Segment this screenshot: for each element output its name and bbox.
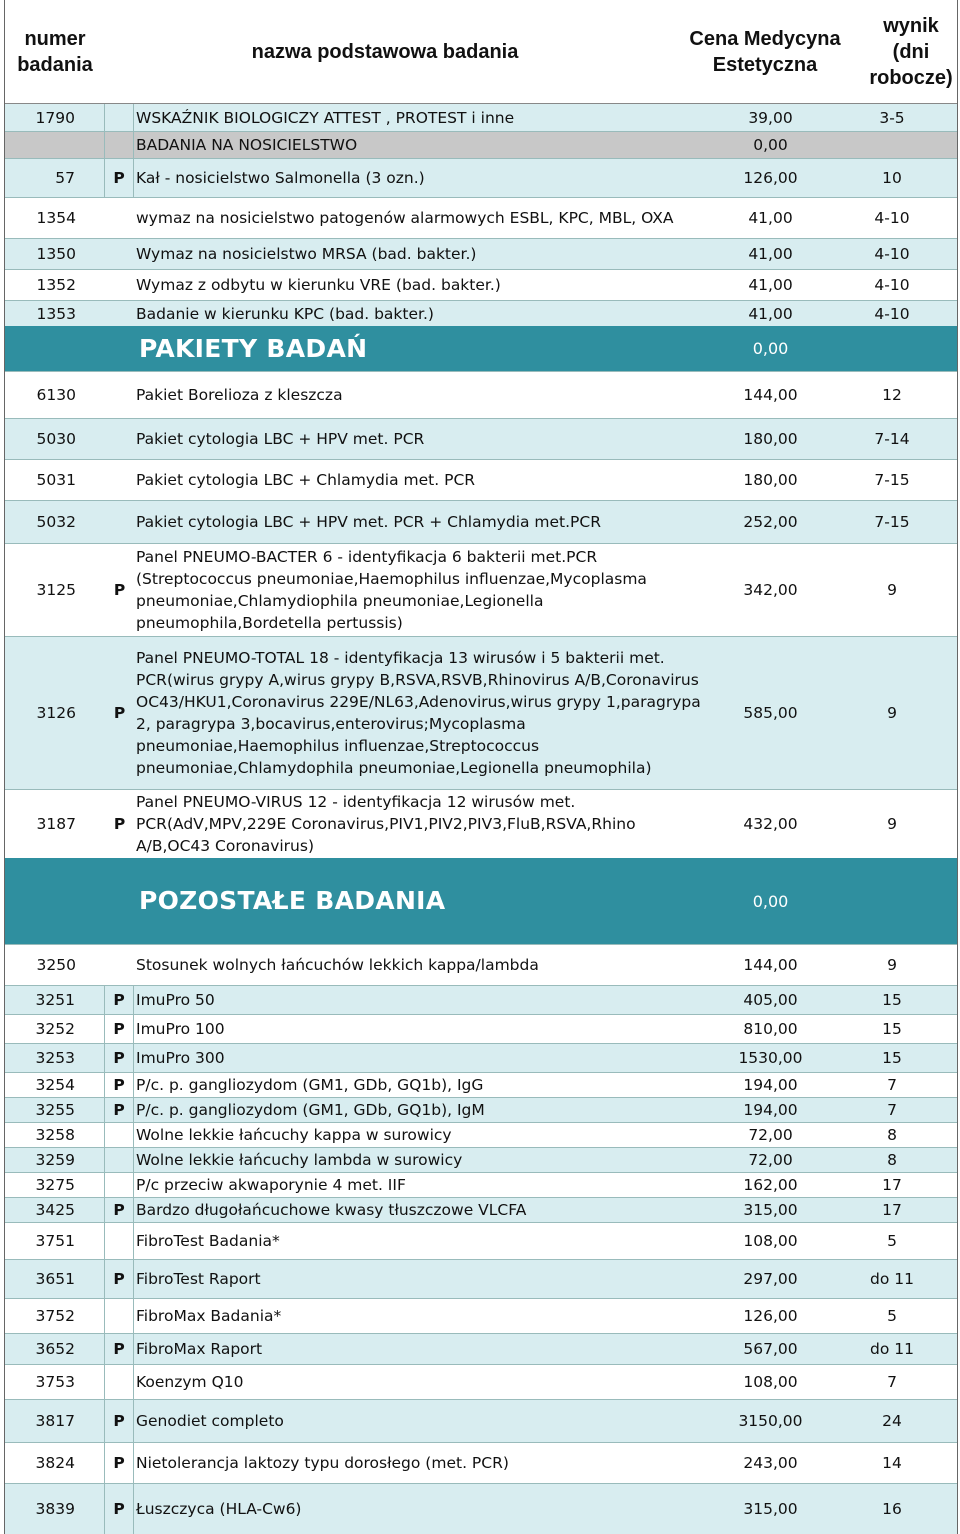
p-flag	[105, 198, 134, 238]
test-number: 1354	[36, 209, 76, 227]
test-name: Pakiet cytologia LBC + HPV met. PCR	[136, 430, 425, 448]
test-price: 180,00	[743, 430, 798, 448]
test-price: 72,00	[748, 1126, 793, 1144]
test-price: 432,00	[743, 815, 798, 833]
test-price: 180,00	[743, 471, 798, 489]
test-name: ImuPro 300	[136, 1049, 225, 1067]
test-number: 3252	[5, 1015, 105, 1043]
table-body	[5, 104, 957, 1534]
test-days	[827, 132, 957, 158]
test-price: 41,00	[748, 209, 793, 227]
test-number: 5032	[36, 513, 76, 531]
table-row	[5, 1147, 957, 1172]
test-days: 8	[887, 1126, 897, 1144]
table-row	[5, 1399, 957, 1442]
p-flag	[105, 270, 134, 300]
header-number: numer badania	[17, 27, 93, 76]
p-flag: P	[113, 581, 126, 599]
test-number: 3752	[5, 1299, 105, 1333]
p-flag: P	[105, 1443, 134, 1483]
test-price: 315,00	[743, 1201, 798, 1219]
test-name: FibroTest Raport	[136, 1270, 261, 1288]
test-name: BADANIA NA NOSICIELSTWO	[136, 136, 358, 154]
test-days	[827, 326, 957, 371]
header-name: nazwa podstawowa badania	[251, 40, 519, 63]
test-name: Genodiet completo	[136, 1412, 284, 1430]
table-row	[5, 197, 957, 238]
p-flag	[105, 945, 134, 985]
table-row	[5, 131, 957, 158]
test-number	[5, 858, 105, 944]
p-flag	[105, 239, 134, 269]
test-name: P/c. p. gangliozydom (GM1, GDb, GQ1b), IgM	[136, 1101, 485, 1119]
test-price: 194,00	[743, 1101, 798, 1119]
test-price: 810,00	[743, 1020, 798, 1038]
header-price: Cena Medycyna Estetyczna	[689, 27, 841, 76]
p-flag	[105, 1365, 134, 1399]
p-flag	[105, 460, 134, 500]
table-row	[5, 300, 957, 326]
test-days: 4-10	[874, 245, 910, 263]
test-name: Koenzym Q10	[136, 1373, 244, 1391]
table-header	[5, 0, 957, 104]
test-price: 144,00	[743, 386, 798, 404]
test-name: Wolne lekkie łańcuchy kappa w surowicy	[136, 1126, 452, 1144]
test-name: ImuPro 50	[136, 991, 215, 1009]
table-row	[5, 1259, 957, 1298]
test-number: 3258	[5, 1123, 105, 1147]
test-name: Pakiet Borelioza z kleszcza	[136, 386, 343, 404]
test-name: Panel PNEUMO-TOTAL 18 - identyfikacja 13 wirusów i 5 bakterii met. PCR(wirus grypy A,wirus grypy B,RSVA,RSVB,Rhinovirus A/B,Coronavirus OC43/HKU1,Coronavirus 229E/NL63,Adenovirus,wirus grypy 1,paragrypa 2, paragrypa 3,bocavirus,enterovirus;Mycoplasma pneumoniae,Haemophilus influenzae,Streptococcus pneumoniae,Chlamydophila pneumoniae,Legionella pneumophila)	[136, 649, 701, 777]
test-price: 252,00	[743, 513, 798, 531]
p-flag: P	[105, 986, 134, 1014]
test-days: 9	[887, 815, 897, 833]
test-price: 108,00	[743, 1232, 798, 1250]
test-days: 7-15	[874, 471, 910, 489]
table-row	[5, 543, 957, 636]
test-name: Pakiet cytologia LBC + Chlamydia met. PCR	[136, 471, 476, 489]
table-row	[5, 636, 957, 789]
test-days: 24	[882, 1412, 902, 1430]
test-days: 9	[887, 581, 897, 599]
test-number: 3751	[5, 1223, 105, 1259]
p-flag: P	[113, 815, 126, 833]
test-number: 3824	[5, 1443, 105, 1483]
p-flag	[105, 301, 134, 326]
test-name: Wymaz z odbytu w kierunku VRE (bad. bakter.)	[136, 276, 501, 294]
p-flag	[105, 858, 134, 944]
test-days: 15	[882, 991, 902, 1009]
test-name: FibroTest Badania*	[136, 1232, 280, 1250]
test-name: Wolne lekkie łańcuchy lambda w surowicy	[136, 1151, 463, 1169]
test-number: 3250	[36, 956, 76, 974]
test-number: 5031	[36, 471, 76, 489]
test-name: wymaz na nosicielstwo patogenów alarmowych ESBL, KPC, MBL, OXA	[136, 209, 674, 227]
test-days: 4-10	[874, 276, 910, 294]
test-days: 7	[887, 1076, 897, 1094]
test-price: 194,00	[743, 1076, 798, 1094]
table-row	[5, 418, 957, 459]
p-flag	[105, 1299, 134, 1333]
p-flag: P	[105, 1044, 134, 1072]
test-name: Badanie w kierunku KPC (bad. bakter.)	[136, 304, 434, 323]
test-name: P/c przeciw akwaporynie 4 met. IIF	[136, 1176, 406, 1194]
test-name: FibroMax Raport	[136, 1340, 263, 1358]
test-price: 162,00	[743, 1176, 798, 1194]
test-number: 3275	[5, 1173, 105, 1197]
section-header-row	[5, 858, 957, 944]
table-row	[5, 944, 957, 985]
test-days: 7	[887, 1101, 897, 1119]
test-price: 315,00	[743, 1500, 798, 1518]
test-price: 567,00	[743, 1340, 798, 1358]
test-number: 1350	[36, 245, 76, 263]
test-name: PAKIETY BADAŃ	[139, 333, 368, 363]
p-flag: P	[105, 159, 134, 197]
table-row	[5, 1122, 957, 1147]
test-number: 3651	[5, 1260, 105, 1298]
test-price: 0,00	[753, 136, 788, 154]
test-number: 3126	[36, 704, 76, 722]
test-price: 41,00	[748, 276, 793, 294]
test-name: WSKAŹNIK BIOLOGICZY ATTEST , PROTEST i inne	[136, 108, 515, 127]
test-name: Stosunek wolnych łańcuchów lekkich kappa/lambda	[136, 956, 539, 974]
test-number: 57	[5, 159, 105, 197]
table-row	[5, 1333, 957, 1364]
test-price: 108,00	[743, 1373, 798, 1391]
test-number: 3254	[5, 1073, 105, 1097]
test-number: 1353	[36, 304, 76, 323]
test-number: 3753	[5, 1365, 105, 1399]
price-table	[4, 0, 958, 1534]
test-days: do 11	[870, 1270, 914, 1288]
p-flag	[105, 104, 134, 131]
table-row	[5, 1043, 957, 1072]
test-days: 4-10	[874, 209, 910, 227]
test-number: 3187	[36, 815, 76, 833]
test-number: 1352	[36, 276, 76, 294]
test-name: Panel PNEUMO-VIRUS 12 - identyfikacja 12 wirusów met. PCR(AdV,MPV,229E Coronavirus,PIV1,PIV2,PIV3,FluB,RSVA,Rhino A/B,OC43 Coronavirus)	[136, 793, 636, 855]
p-flag	[105, 372, 134, 418]
test-number: 3652	[5, 1334, 105, 1364]
table-row	[5, 1197, 957, 1222]
table-row	[5, 1172, 957, 1197]
test-name: FibroMax Badania*	[136, 1307, 282, 1325]
table-row	[5, 1014, 957, 1043]
test-name: ImuPro 100	[136, 1020, 225, 1038]
test-days: 12	[882, 386, 902, 404]
test-days: 5	[887, 1232, 897, 1250]
table-row	[5, 1483, 957, 1534]
section-header-row	[5, 326, 957, 371]
test-days: 17	[882, 1201, 902, 1219]
test-price: 0,00	[752, 891, 789, 911]
test-number: 3817	[5, 1400, 105, 1442]
test-days: do 11	[870, 1340, 914, 1358]
test-days: 14	[882, 1454, 902, 1472]
test-days: 16	[882, 1500, 902, 1518]
table-row	[5, 158, 957, 197]
p-flag: P	[105, 1098, 134, 1122]
test-number	[5, 132, 105, 158]
test-name: Łuszczyca (HLA-Cw6)	[136, 1500, 302, 1518]
test-price: 72,00	[748, 1151, 793, 1169]
test-price: 41,00	[748, 304, 793, 323]
test-number	[5, 326, 105, 371]
test-price: 1530,00	[738, 1049, 803, 1067]
test-price: 297,00	[743, 1270, 798, 1288]
p-flag	[105, 326, 134, 371]
table-row	[5, 269, 957, 300]
table-row	[5, 1222, 957, 1259]
test-days: 3-5	[879, 108, 905, 127]
test-price: 243,00	[743, 1454, 798, 1472]
test-days: 10	[882, 169, 902, 187]
p-flag: P	[105, 1334, 134, 1364]
test-days: 4-10	[874, 304, 910, 323]
test-days	[827, 858, 957, 944]
test-days: 7-14	[874, 430, 910, 448]
p-flag	[105, 419, 134, 459]
test-days: 5	[887, 1307, 897, 1325]
p-flag	[105, 501, 134, 543]
p-flag	[105, 1223, 134, 1259]
p-flag: P	[113, 704, 126, 722]
test-days: 9	[887, 704, 897, 722]
test-name: P/c. p. gangliozydom (GM1, GDb, GQ1b), IgG	[136, 1076, 484, 1094]
test-name: Kał - nosicielstwo Salmonella (3 ozn.)	[136, 169, 425, 187]
test-number: 6130	[36, 386, 76, 404]
test-price: 39,00	[748, 108, 793, 127]
test-number: 3255	[5, 1098, 105, 1122]
table-row	[5, 238, 957, 269]
test-price: 41,00	[748, 245, 793, 263]
table-row	[5, 500, 957, 543]
test-price: 585,00	[743, 704, 798, 722]
table-row	[5, 459, 957, 500]
test-number: 1790	[5, 104, 105, 131]
test-number: 3125	[36, 581, 76, 599]
table-row	[5, 104, 957, 131]
p-flag: P	[105, 1073, 134, 1097]
test-days: 9	[887, 956, 897, 974]
test-name: Pakiet cytologia LBC + HPV met. PCR + Chlamydia met.PCR	[136, 513, 601, 531]
p-flag: P	[105, 1400, 134, 1442]
table-row	[5, 1364, 957, 1399]
test-price: 126,00	[743, 1307, 798, 1325]
test-number: 3425	[5, 1198, 105, 1222]
test-name: Wymaz na nosicielstwo MRSA (bad. bakter.)	[136, 245, 477, 263]
test-number: 3253	[5, 1044, 105, 1072]
p-flag	[105, 1148, 134, 1172]
test-price: 3150,00	[738, 1412, 803, 1430]
test-number: 3839	[5, 1484, 105, 1534]
p-flag: P	[105, 1260, 134, 1298]
test-price: 144,00	[743, 956, 798, 974]
test-number: 3251	[5, 986, 105, 1014]
test-days: 7	[887, 1373, 897, 1391]
table-row	[5, 1298, 957, 1333]
table-row	[5, 985, 957, 1014]
test-name: Nietolerancja laktozy typu dorosłego (met. PCR)	[136, 1454, 509, 1472]
p-flag	[105, 1173, 134, 1197]
table-row	[5, 1097, 957, 1122]
test-price: 0,00	[752, 339, 789, 358]
p-flag: P	[105, 1484, 134, 1534]
p-flag: P	[105, 1015, 134, 1043]
p-flag: P	[105, 1198, 134, 1222]
test-name: POZOSTAŁE BADANIA	[139, 886, 446, 915]
test-number: 5030	[36, 430, 76, 448]
test-name: Bardzo długołańcuchowe kwasy tłuszczowe VLCFA	[136, 1201, 527, 1219]
p-flag	[105, 1123, 134, 1147]
table-row	[5, 789, 957, 858]
test-price: 126,00	[743, 169, 798, 187]
test-days: 15	[882, 1020, 902, 1038]
test-price: 405,00	[743, 991, 798, 1009]
test-days: 15	[882, 1049, 902, 1067]
test-price: 342,00	[743, 581, 798, 599]
test-days: 8	[887, 1151, 897, 1169]
header-days: wynik (dni robocze)	[869, 14, 953, 89]
test-number: 3259	[5, 1148, 105, 1172]
p-flag	[105, 132, 134, 158]
table-row	[5, 1442, 957, 1483]
table-row	[5, 1072, 957, 1097]
table-row	[5, 371, 957, 418]
test-days: 7-15	[874, 513, 910, 531]
test-days: 17	[882, 1176, 902, 1194]
test-name: Panel PNEUMO-BACTER 6 - identyfikacja 6 bakterii met.PCR (Streptococcus pneumoniae,Haemophilus influenzae,Mycoplasma pneumoniae,Chlamydiophila pneumoniae,Legionella pneumophila,Bordetella pertussis)	[136, 548, 647, 632]
